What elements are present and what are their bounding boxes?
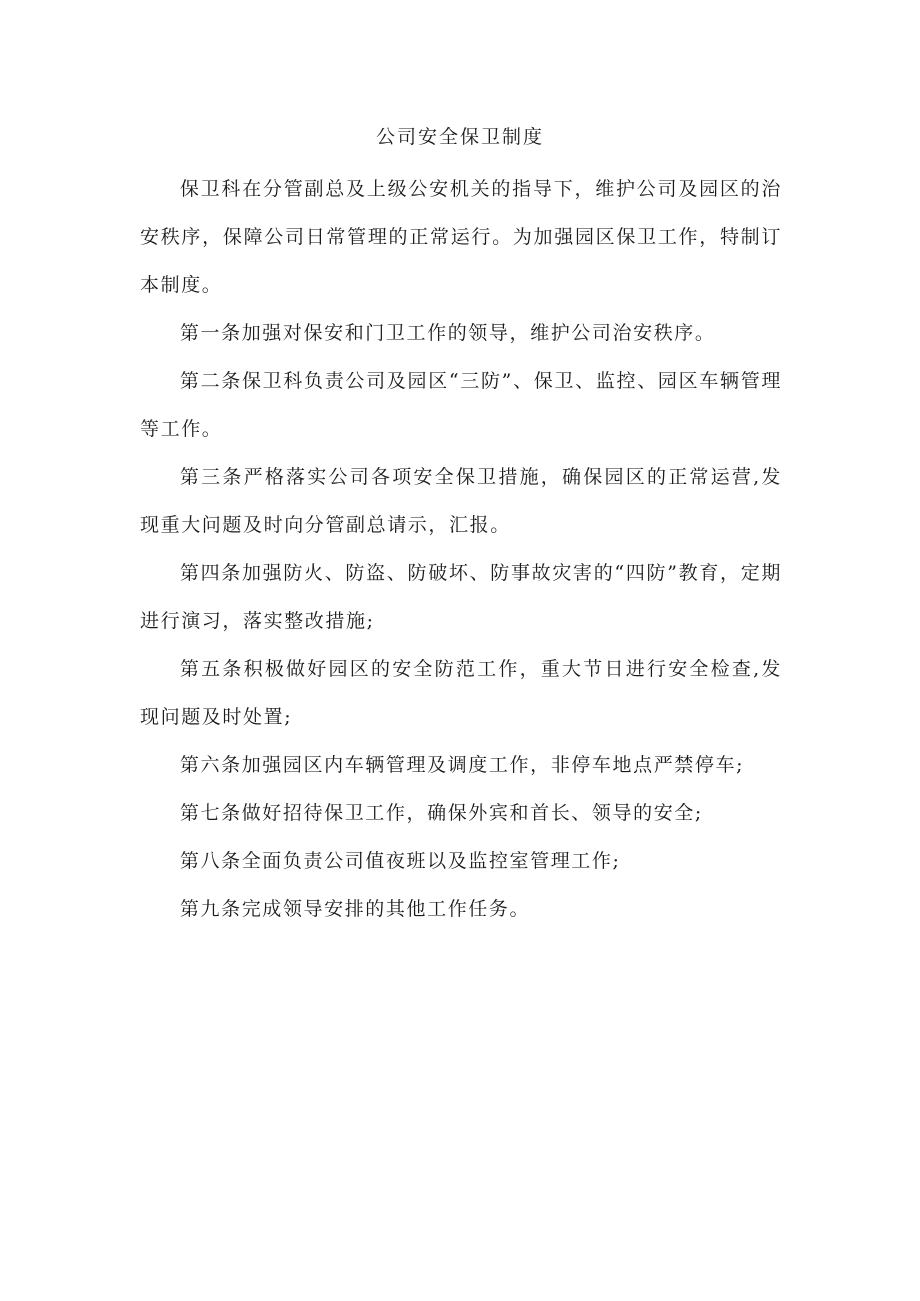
document-body <box>140 165 782 933</box>
article-8-paragraph: 第八条全面负责公司值夜班以及监控室管理工作; <box>179 850 621 872</box>
article-1-paragraph: 第一条加强对保安和门卫工作的领导，维护公司治安秩序。 <box>179 322 716 344</box>
article-9-paragraph: 第九条完成领导安排的其他工作任务。 <box>179 898 531 920</box>
intro-paragraph: 保卫科在分管副总及上级公安机关的指导下，维护公司及园区的治安秩序，保障公司日常管理的正常运行。为加强园区保卫工作，特制订本制度。 <box>140 178 782 296</box>
article-7-paragraph: 第七条做好招待保卫工作，确保外宾和首长、领导的安全; <box>179 802 703 824</box>
article-3-paragraph: 第三条严格落实公司各项安全保卫措施，确保园区的正常运营,发现重大问题及时向分管副总请示，汇报。 <box>140 466 782 536</box>
article-6-paragraph: 第六条加强园区内车辆管理及调度工作，非停车地点严禁停车; <box>179 754 745 776</box>
document-title: 公司安全保卫制度 <box>375 126 544 148</box>
article-4-paragraph: 第四条加强防火、防盗、防破坏、防事故灾害的“四防”教育，定期进行演习，落实整改措施; <box>140 562 782 632</box>
article-5-paragraph: 第五条积极做好园区的安全防范工作，重大节日进行安全检查,发现问题及时处置; <box>140 658 782 728</box>
article-2-paragraph: 第二条保卫科负责公司及园区“三防”、保卫、监控、园区车辆管理等工作。 <box>140 370 782 440</box>
